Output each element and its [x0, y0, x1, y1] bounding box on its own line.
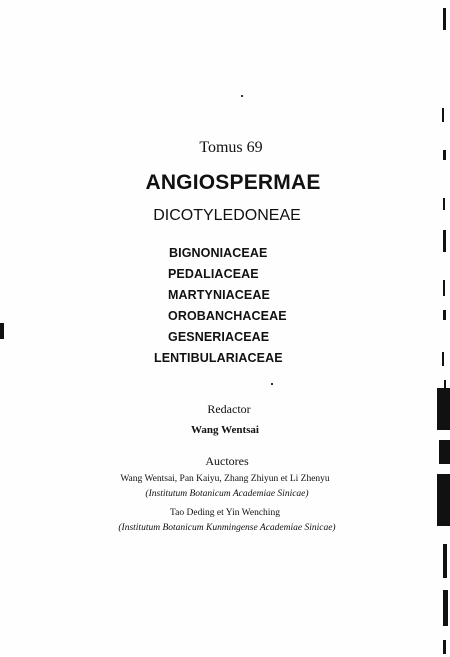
scan-speck — [0, 323, 4, 339]
redactor-label: Redactor — [207, 402, 251, 416]
auctores-label: Auctores — [205, 454, 249, 468]
scan-speck — [271, 383, 273, 385]
subclass-heading: DICOTYLEDONEAE — [153, 207, 301, 224]
institution-line: (Institutum Botanicum Academiae Sinicae) — [145, 489, 309, 499]
redactor-name: Wang Wentsai — [191, 424, 259, 436]
family-item: LENTIBULARIACEAE — [154, 351, 283, 365]
family-item: GESNERIACEAE — [168, 330, 270, 344]
family-item: PEDALIACEAE — [168, 267, 259, 281]
volume-number: Tomus 69 — [199, 139, 263, 156]
authors-line: Wang Wentsai, Pan Kaiyu, Zhang Zhiyun et Li Zhenyu — [120, 474, 330, 484]
institution-line: (Institutum Botanicum Kunmingense Academiae Sinicae) — [118, 523, 336, 533]
family-item: MARTYNIACEAE — [168, 288, 270, 302]
family-item: OROBANCHACEAE — [168, 309, 287, 323]
scan-edge-artifacts — [432, 0, 450, 657]
family-item: BIGNONIACEAE — [169, 246, 268, 260]
volume-title: ANGIOSPERMAE — [145, 171, 321, 194]
authors-line: Tao Deding et Yin Wenching — [170, 508, 280, 518]
scan-speck — [241, 95, 243, 97]
family-list — [154, 243, 287, 369]
